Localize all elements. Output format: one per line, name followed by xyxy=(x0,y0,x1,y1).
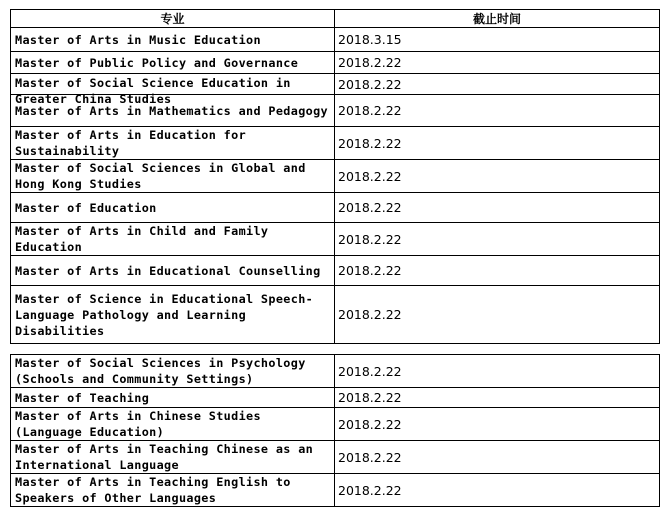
table-row xyxy=(11,127,660,160)
program-cell: Master of Arts in Education for Sustainability xyxy=(11,127,335,160)
deadline-cell: 2018.2.22 xyxy=(335,408,660,441)
table-row xyxy=(11,74,660,95)
deadline-cell: 2018.2.22 xyxy=(335,74,660,95)
table-row xyxy=(11,388,660,408)
program-cell: Master of Public Policy and Governance xyxy=(11,52,335,74)
table-row xyxy=(11,286,660,344)
program-cell: Master of Arts in Teaching Chinese as an International Language xyxy=(11,441,335,474)
program-cell: Master of Arts in Educational Counselling xyxy=(11,256,335,286)
table-row xyxy=(11,28,660,52)
table-row xyxy=(11,256,660,286)
deadline-cell: 2018.2.22 xyxy=(335,223,660,256)
deadline-cell: 2018.2.22 xyxy=(335,474,660,507)
deadline-cell: 2018.2.22 xyxy=(335,193,660,223)
deadline-cell: 2018.2.22 xyxy=(335,127,660,160)
gap-cell xyxy=(11,344,335,355)
deadline-table xyxy=(10,9,660,507)
program-cell: Master of Arts in Chinese Studies (Language Education) xyxy=(11,408,335,441)
deadline-cell: 2018.2.22 xyxy=(335,256,660,286)
deadline-cell: 2018.2.22 xyxy=(335,388,660,408)
program-cell: Master of Arts in Mathematics and Pedagogy xyxy=(11,95,335,127)
program-cell: Master of Social Sciences in Psychology (Schools and Community Settings) xyxy=(11,355,335,388)
program-cell: Master of Education xyxy=(11,193,335,223)
header-deadline: 截止时间 xyxy=(335,10,660,28)
deadline-cell: 2018.2.22 xyxy=(335,441,660,474)
table-row xyxy=(11,160,660,193)
table-row xyxy=(11,193,660,223)
table-row xyxy=(11,52,660,74)
deadline-cell: 2018.2.22 xyxy=(335,355,660,388)
deadline-cell: 2018.2.22 xyxy=(335,52,660,74)
table-row xyxy=(11,474,660,507)
program-cell: Master of Teaching xyxy=(11,388,335,408)
program-cell: Master of Arts in Teaching English to Speakers of Other Languages xyxy=(11,474,335,507)
program-cell: Master of Social Science Education in Greater China Studies xyxy=(11,74,335,95)
program-cell: Master of Arts in Child and Family Education xyxy=(11,223,335,256)
table-row xyxy=(11,441,660,474)
gap-cell xyxy=(335,344,660,355)
deadline-cell: 2018.2.22 xyxy=(335,160,660,193)
table-row xyxy=(11,355,660,388)
deadline-cell: 2018.2.22 xyxy=(335,95,660,127)
deadline-cell: 2018.2.22 xyxy=(335,286,660,344)
table-row xyxy=(11,408,660,441)
table-gap xyxy=(11,344,660,355)
header-program: 专业 xyxy=(11,10,335,28)
program-cell: Master of Social Sciences in Global and Hong Kong Studies xyxy=(11,160,335,193)
program-cell: Master of Arts in Music Education xyxy=(11,28,335,52)
table-row xyxy=(11,223,660,256)
deadline-cell: 2018.3.15 xyxy=(335,28,660,52)
header-row xyxy=(11,10,660,28)
program-cell: Master of Science in Educational Speech-Language Pathology and Learning Disabilities xyxy=(11,286,335,344)
